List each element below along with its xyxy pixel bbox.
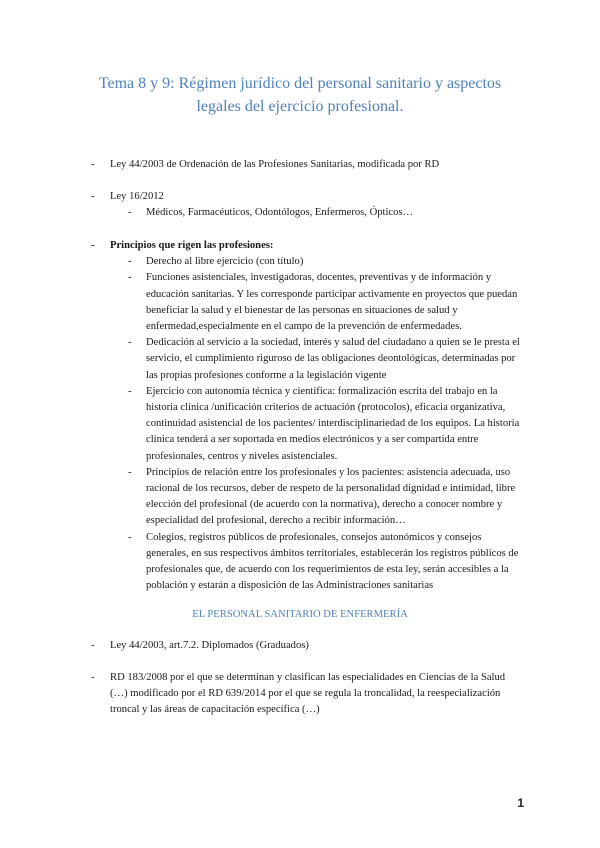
bullet-dash: - [128, 337, 132, 349]
section-heading: EL PERSONAL SANITARIO DE ENFERMERÍA [192, 609, 408, 620]
bullet-dash: - [91, 640, 95, 651]
list-item-text: RD 183/2008 por el que se determinan y clasifican las especialidades en Ciencias de la Salud (…) modificado por el RD 639/2014 por el que se regula la troncalidad, la reespecialización troncal y las áreas de capacitación específica (…) [110, 672, 506, 716]
document-title [80, 72, 520, 118]
list-item-text: Ley 44/2003 de Ordenación de las Profesiones Sanitarias, modificada por RD [110, 159, 440, 170]
list-item-ley44 [0, 157, 600, 173]
sub-item-text: Dedicación al servicio a la sociedad, interés y salud del ciudadano a quien se le presta el servicio, el cumplimiento riguroso de las obligaciones deontológicas, determinadas por las propias profesiones conforme a la legislación vigente [146, 337, 520, 381]
bullet-dash: - [128, 385, 132, 397]
title-line-1: Tema 8 y 9: Régimen jurídico del personal sanitario y aspectos [98, 75, 502, 92]
sub-item-text: Colegios, registros públicos de profesionales, consejos autonómicos y consejos generales, en sus respectivos ámbitos territoriales, establecerán los registros públicos de profesionales que, de acuerdo con los requerimientos de esta ley, serán accesibles a la población y estarán a disposición de las Administraciones sanitarias [146, 531, 519, 592]
list-item-rd183 [0, 670, 600, 719]
bullet-dash: - [128, 531, 132, 543]
list-item-principios [0, 238, 600, 594]
sub-item-text: Médicos, Farmacéuticos, Odontólogos, Enfermeros, Ópticos… [146, 207, 414, 219]
list-item-text: Principios que rigen las profesiones: [110, 240, 274, 251]
list-item-text: Ley 44/2003, art.7.2. Diplomados (Graduados) [110, 640, 309, 651]
bullet-dash: - [91, 672, 95, 683]
page-number: 1 [517, 796, 524, 810]
title-line-2: legales del ejercicio profesional. [196, 98, 404, 115]
bullet-dash: - [128, 207, 132, 219]
bullet-dash: - [91, 240, 95, 251]
sub-item-text: Ejercicio con autonomía técnica y científica: formalización escrita del trabajo en la historia clínica /unificación criterios de actuación (protocolos), eficacia organizativa, continuidad asistencial de los pacientes/ interdisciplinariedad de los equipos. La historia clínica tenderá a ser soportada en medios electrónicos y a ser compartida entre profesionales, centros y niveles asistenciales. [146, 385, 520, 462]
sub-item-text: Funciones asistenciales, investigadoras, docentes, preventivas y de información y educación sanitarias. Y les corresponde participar activamente en proyectos que puedan beneficiar la salud y el bienestar de las personas en situaciones de salud y enfermedad,especialmente en el campo de la prevención de enfermedades. [146, 272, 518, 333]
list-item-ley44-art [0, 638, 600, 654]
sub-item-text: Principios de relación entre los profesionales y los pacientes: asistencia adecuada, uso racional de los recursos, deber de respeto de la personalidad dignidad e intimidad, libre elección del profesional (de acuerdo con la normativa), derecho a conocer nombre y especialidad del profesional, derecho a recibir información… [146, 466, 516, 527]
bullet-dash: - [128, 272, 132, 284]
bullet-dash: - [128, 466, 132, 478]
sub-item-text: Derecho al libre ejercicio (con título) [146, 256, 304, 268]
list-item-ley16 [0, 189, 600, 221]
bullet-dash: - [128, 256, 132, 268]
list-item-text: Ley 16/2012 [110, 191, 164, 202]
bullet-dash: - [91, 191, 95, 202]
bullet-dash: - [91, 159, 95, 170]
